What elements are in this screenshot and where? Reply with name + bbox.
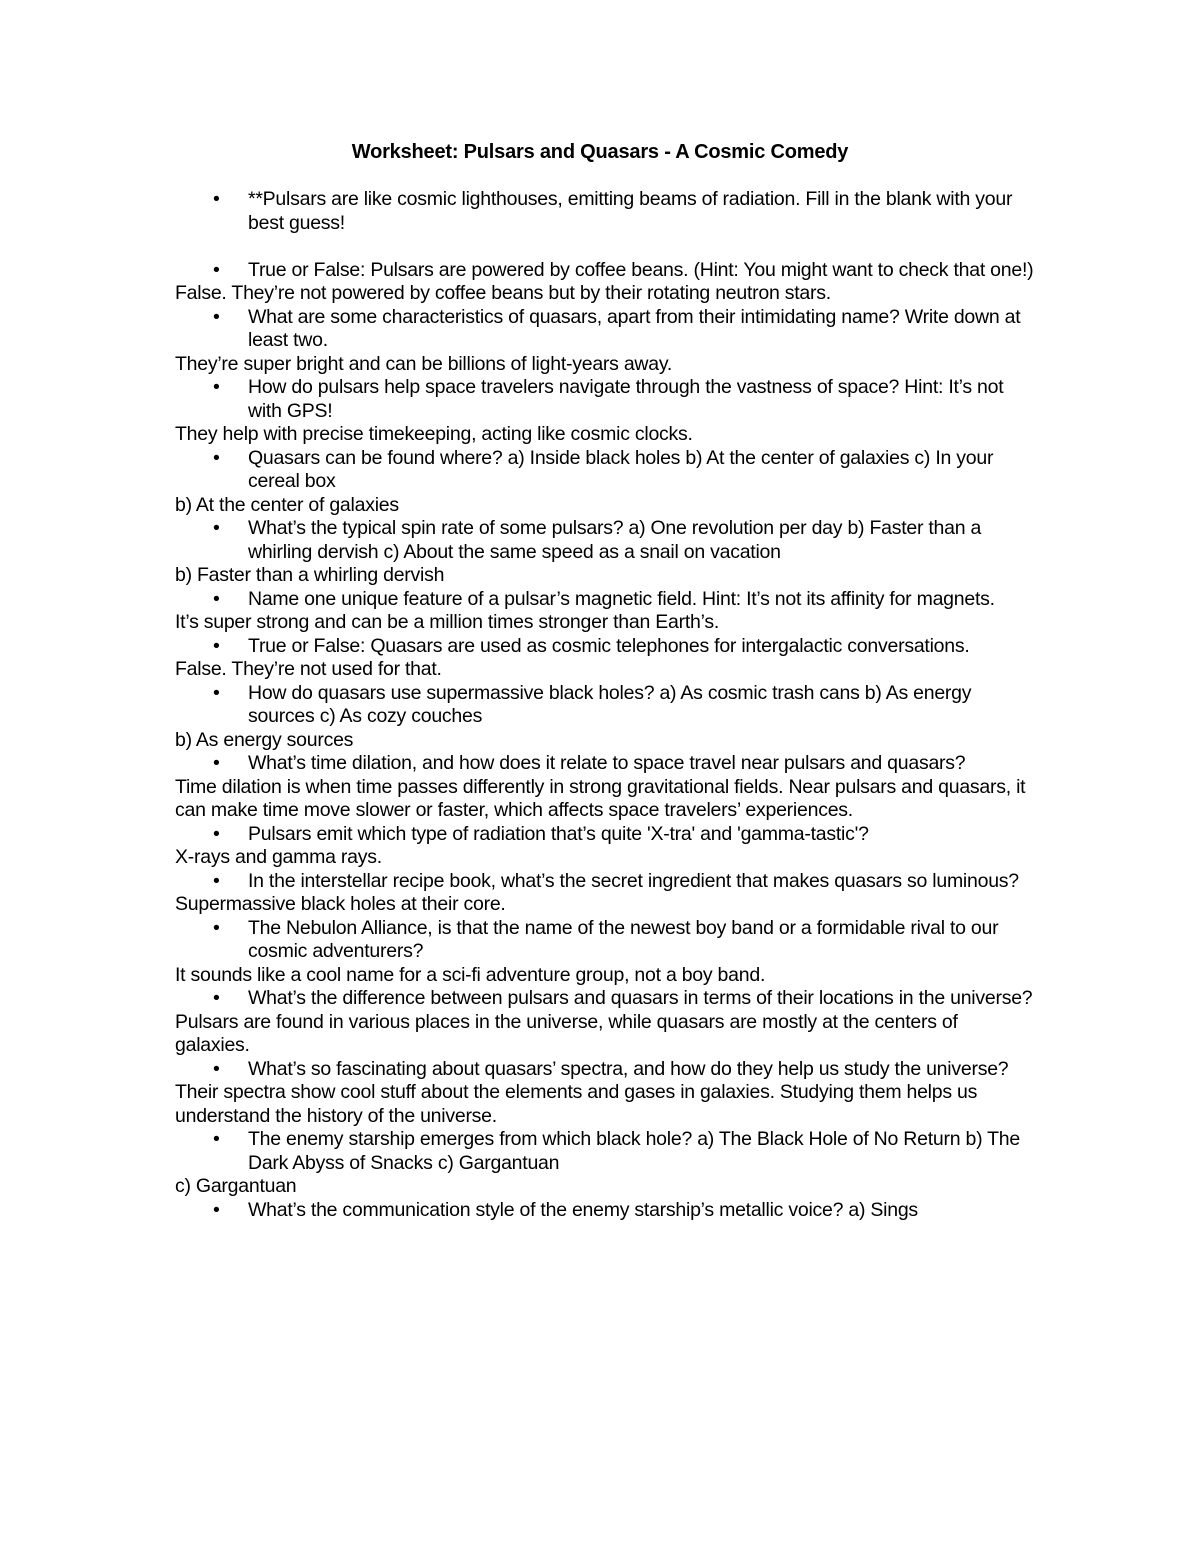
bullet-icon: • [213,987,220,1009]
question-item [175,188,1035,235]
question-item [175,306,1035,353]
answer-text: They’re super bright and can be billions of light-years away. [175,352,673,375]
question-text: Name one unique feature of a pulsar’s magnetic field. Hint: It’s not its affinity for magnets. [248,587,995,610]
question-text: In the interstellar recipe book, what’s the secret ingredient that makes quasars so luminous? [248,869,1019,892]
question-text: How do quasars use supermassive black holes? a) As cosmic trash cans b) As energy sources c) As cozy couches [248,681,972,727]
question-item [175,1128,1035,1175]
question-text: How do pulsars help space travelers navigate through the vastness of space? Hint: It’s not with GPS! [248,376,1004,422]
question-item [175,588,1035,612]
question-text: Pulsars emit which type of radiation that’s quite 'X-tra' and 'gamma-tastic'? [248,822,869,845]
question-text: What’s the difference between pulsars and quasars in terms of their locations in the universe? [248,987,1033,1009]
answer-text: X-rays and gamma rays. [175,846,382,868]
answer-text: False. They’re not powered by coffee beans but by their rotating neutron stars. [175,282,831,304]
question-item [175,682,1035,729]
question-item [175,447,1035,494]
answer-text: It’s super strong and can be a million times stronger than Earth’s. [175,611,719,633]
answer-text: False. They’re not used for that. [175,658,442,680]
bullet-icon: • [213,188,220,210]
question-text: **Pulsars are like cosmic lighthouses, emitting beams of radiation. Fill in the blank with your best guess! [248,188,1013,234]
bullet-icon: • [213,869,220,892]
answer-text: It sounds like a cool name for a sci-fi adventure group, not a boy band. [175,963,766,986]
question-text: What’s time dilation, and how does it relate to space travel near pulsars and quasars? [248,752,966,774]
question-item [175,1199,1035,1223]
question-item [175,635,1035,659]
bullet-icon: • [213,258,220,281]
question-text: What’s so fascinating about quasars’ spectra, and how do they help us study the universe? [248,1057,1009,1080]
answer-text: Their spectra show cool stuff about the elements and gases in galaxies. Studying them helps us understand the history of the universe. [175,1081,978,1127]
answer-text: Time dilation is when time passes differently in strong gravitational fields. Near pulsars and quasars, it can make time move slower or faster, which affects space travelers’ experiences. [175,775,1026,821]
answer-text: Supermassive black holes at their core. [175,893,506,915]
question-text: What’s the typical spin rate of some pulsars? a) One revolution per day b) Faster than a whirling dervish c) About the same speed as a snail on vacation [248,517,982,563]
bullet-icon: • [213,822,220,845]
bullet-icon: • [213,916,220,939]
question-item [175,823,1035,847]
question-item [175,870,1035,894]
bullet-icon: • [213,752,220,774]
question-item [175,376,1035,423]
question-text: What’s the communication style of the enemy starship’s metallic voice? a) Sings [248,1198,918,1221]
bullet-icon: • [213,517,220,539]
bullet-icon: • [213,681,220,704]
bullet-icon: • [213,376,220,398]
answer-text: They help with precise timekeeping, acting like cosmic clocks. [175,423,693,445]
answer-text: Pulsars are found in various places in the universe, while quasars are mostly at the centers of galaxies. [175,1010,958,1056]
page-title: Worksheet: Pulsars and Quasars - A Cosmic Comedy [351,141,849,163]
question-item [175,917,1035,964]
bullet-icon: • [213,634,220,657]
bullet-icon: • [213,1128,220,1150]
answer-text: b) Faster than a whirling dervish [175,564,445,586]
bullet-icon: • [213,446,220,469]
question-text: The Nebulon Alliance, is that the name of the newest boy band or a formidable rival to our cosmic adventurers? [248,916,999,962]
bullet-icon: • [213,1198,220,1221]
bullet-icon: • [213,1057,220,1080]
answer-text: b) At the center of galaxies [175,493,399,516]
question-item [175,987,1035,1011]
question-item [175,259,1035,283]
question-text: True or False: Pulsars are powered by coffee beans. (Hint: You might want to check that one!) [248,258,1034,281]
answer-text: b) As energy sources [175,728,354,751]
bullet-icon: • [213,587,220,610]
answer-text: c) Gargantuan [175,1175,297,1197]
question-item [175,1058,1035,1082]
question-item [175,517,1035,564]
worksheet-content [175,188,1035,1222]
question-text: The enemy starship emerges from which black hole? a) The Black Hole of No Return b) The Dark Abyss of Snacks c) Gargantuan [248,1128,1020,1174]
question-item [175,752,1035,776]
bullet-icon: • [213,305,220,328]
question-text: What are some characteristics of quasars, apart from their intimidating name? Write down at least two. [248,305,1021,351]
question-text: True or False: Quasars are used as cosmic telephones for intergalactic conversations. [248,634,970,657]
question-text: Quasars can be found where? a) Inside black holes b) At the center of galaxies c) In your cereal box [248,446,994,492]
